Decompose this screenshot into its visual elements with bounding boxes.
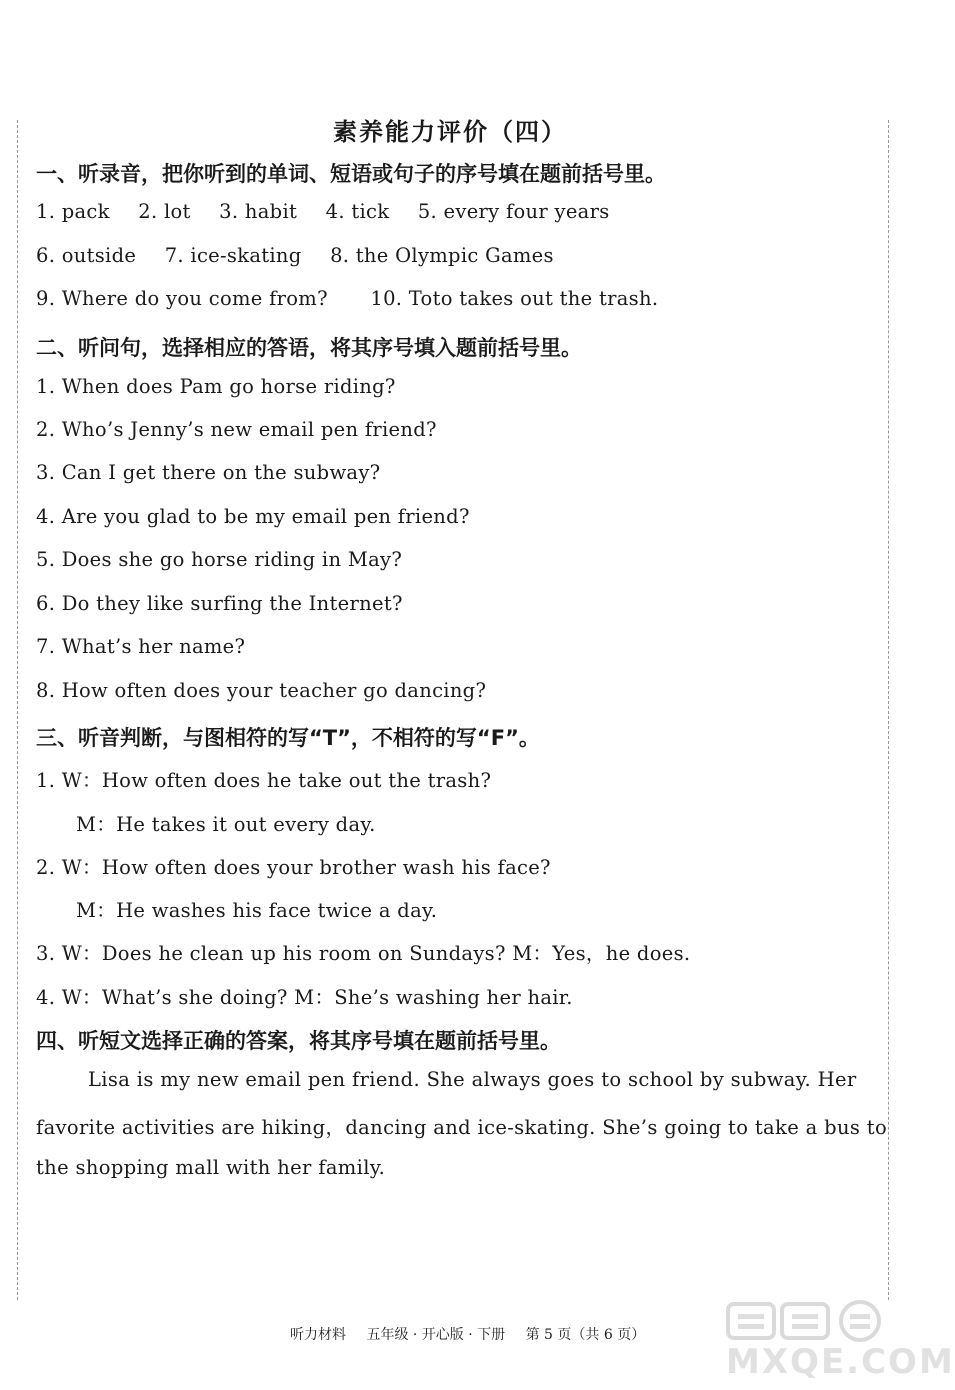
section-1-row-1 [36,200,610,223]
word-item: 7. ice-skating [164,244,302,267]
dialogue-line: 4. W：What’s she doing? M：She’s washing her hair. [36,986,573,1009]
question-item: 5. Does she go horse riding in May? [36,548,403,571]
watermark [720,1298,955,1386]
word-item: 2. lot [138,200,191,223]
passage-line: favorite activities are hiking，dancing and ice-skating. She’s going to take a bus to [36,1116,888,1139]
watermark-site: MXQE.COM [726,1342,955,1382]
dialogue-line: M：He washes his face twice a day. [76,899,438,922]
question-item: 2. Who’s Jenny’s new email pen friend? [36,418,437,441]
question-item: 7. What’s her name? [36,635,246,658]
footer-grade: 五年级 · 开心版 · 下册 [366,1327,506,1343]
word-item: 4. tick [325,200,390,223]
page-title: 素养能力评价（四） [333,118,567,146]
sentence-item: 9. Where do you come from? [36,287,328,310]
word-item: 5. every four years [417,200,610,223]
passage-line: Lisa is my new email pen friend. She always goes to school by subway. Her [88,1068,857,1091]
word-item: 3. habit [219,200,298,223]
footer-page: 第 5 页（共 6 页） [525,1327,646,1343]
section-4-heading: 四、听短文选择正确的答案，将其序号填在题前括号里。 [36,1029,561,1053]
section-3-heading: 三、听音判断，与图相符的写“T”，不相符的写“F”。 [36,726,540,750]
word-item: 6. outside [36,244,137,267]
footer-label: 听力材料 [290,1327,346,1343]
dialogue-line: 1. W：How often does he take out the trash? [36,769,492,792]
section-1-row-2 [36,244,554,267]
question-item: 1. When does Pam go horse riding? [36,375,396,398]
watermark-logo-icon [724,1298,892,1344]
section-2-heading: 二、听问句，选择相应的答语，将其序号填入题前括号里。 [36,336,582,360]
question-item: 4. Are you glad to be my email pen friend? [36,505,470,528]
section-1-row-3 [36,287,658,310]
word-item: 1. pack [36,200,110,223]
page-footer [290,1324,661,1344]
question-item: 8. How often does your teacher go dancing? [36,679,487,702]
dialogue-line: 3. W：Does he clean up his room on Sundays? M：Yes，he does. [36,942,691,965]
passage-line: the shopping mall with her family. [36,1156,386,1179]
question-item: 6. Do they like surfing the Internet? [36,592,403,615]
word-item: 8. the Olympic Games [330,244,554,267]
dialogue-line: M：He takes it out every day. [76,813,376,836]
sentence-item: 10. Toto takes out the trash. [370,287,659,310]
dialogue-line: 2. W：How often does your brother wash his face? [36,856,551,879]
question-item: 3. Can I get there on the subway? [36,461,381,484]
section-1-heading: 一、听录音，把你听到的单词、短语或句子的序号填在题前括号里。 [36,162,666,186]
